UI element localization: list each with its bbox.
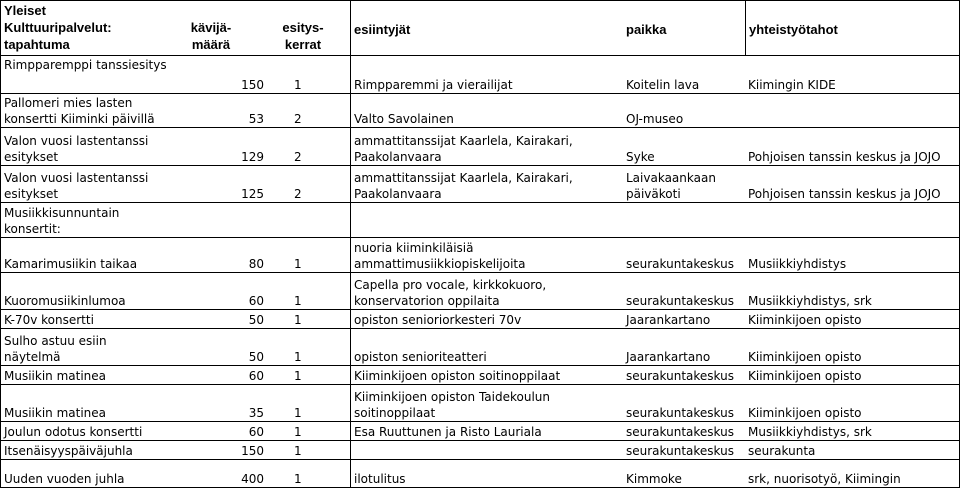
table-row [1,440,959,459]
shows-cell [270,56,350,93]
event-cell-text: konsertti Kiiminki päivillä [4,112,155,126]
place-cell [623,329,745,365]
event-cell-text: Uuden vuoden juhla [4,472,125,486]
event-cell [1,128,200,165]
place-cell [623,385,745,421]
partners-cell [745,238,959,272]
performers-cell-text: soitinoppilaat [354,406,436,420]
place-cell-text: OJ-museo [626,112,684,126]
shows-cell [270,422,350,440]
event-cell [1,203,200,237]
event-cell [1,166,200,202]
table-row [1,237,959,272]
visitors-cell-text: 150 [241,78,264,92]
visitors-cell [200,329,270,365]
partners-cell [745,460,959,487]
event-cell-text: esitykset [4,187,59,201]
table-row [1,202,959,237]
performers-cell [350,273,623,309]
partners-cell [745,422,959,440]
visitors-cell [200,56,270,93]
shows-cell [270,385,350,421]
visitors-cell-text: 150 [241,444,264,458]
partners-cell-text: Kiiminkijoen opisto [748,313,862,327]
header-visitors: kävijä- määrä [190,20,232,52]
place-cell [623,273,745,309]
event-cell [1,385,200,421]
visitors-cell [200,460,270,487]
partners-cell [745,128,959,165]
table-row [1,165,959,202]
shows-cell [270,273,350,309]
partners-cell-text: Kiiminkijoen opisto [748,350,862,364]
performers-cell [350,94,623,127]
performers-cell [350,366,623,384]
visitors-cell [200,441,270,459]
partners-cell [745,94,959,127]
performers-cell-text: Rimpparemmi ja vierailijat [354,78,513,92]
shows-cell-text: 2 [294,112,302,126]
place-cell [623,203,745,237]
performers-cell-text: opiston senioriorkesteri 70v [354,313,522,327]
performers-cell-text: ammattitanssijat Kaarlela, Kairakari, [354,171,573,185]
partners-cell [745,56,959,93]
partners-cell-text: seurakunta [748,444,816,458]
visitors-cell-text: 60 [248,425,264,439]
header-performers: esiintyjät [350,1,623,55]
table-row [1,309,959,328]
shows-cell-text: 1 [294,294,302,308]
shows-cell-text: 1 [294,350,302,364]
table-row [1,127,959,165]
shows-cell [270,238,350,272]
partners-cell [745,366,959,384]
visitors-cell-text: 50 [248,313,264,327]
shows-cell-text: 1 [294,313,302,327]
event-cell-text: Kuoromusiikinlumoa [4,294,126,308]
shows-cell-text: 2 [294,150,302,164]
place-cell-text: seurakuntakeskus [626,369,734,383]
place-cell-text: seurakuntakeskus [626,406,734,420]
event-cell-text: Valon vuosi lastentanssi [4,134,149,148]
place-cell [623,166,745,202]
place-cell [623,441,745,459]
header-title-line1: Yleiset [4,3,46,18]
event-cell [1,441,200,459]
header-title-line3: tapahtuma [4,37,70,52]
event-cell-text: K-70v konsertti [4,313,94,327]
place-cell-text: päiväkoti [626,187,681,201]
shows-cell-text: 1 [294,257,302,271]
place-cell [623,460,745,487]
shows-cell [270,460,350,487]
event-cell-text: Musiikin matinea [4,369,107,383]
shows-cell [270,166,350,202]
table-row [1,55,959,93]
event-cell-text: Rimpparemppi tanssiesitys [4,58,167,72]
table-row [1,272,959,309]
event-cell [1,422,200,440]
event-cell-text: Musiikkisunnuntain [4,206,120,220]
visitors-cell [200,385,270,421]
partners-cell-text: Kiimingin KIDE [748,78,836,92]
header-shows: esitys- kerrat [282,20,324,52]
place-cell-text: seurakuntakeskus [626,257,734,271]
place-cell-text: Jaarankartano [626,313,711,327]
event-cell [1,56,200,93]
event-cell-text: Valon vuosi lastentanssi [4,171,149,185]
visitors-cell-text: 125 [241,187,264,201]
performers-cell [350,329,623,365]
visitors-cell-text: 400 [241,472,264,486]
shows-cell-text: 2 [294,187,302,201]
performers-cell-text: ilotulitus [354,472,406,486]
partners-cell [745,441,959,459]
performers-cell [350,166,623,202]
place-cell-text: Jaarankartano [626,350,711,364]
table-row [1,421,959,440]
event-cell [1,460,200,487]
partners-cell [745,329,959,365]
shows-cell-text: 1 [294,425,302,439]
shows-cell-text: 1 [294,444,302,458]
place-cell-text: Syke [626,150,655,164]
event-cell [1,329,200,365]
shows-cell-text: 1 [294,406,302,420]
performers-cell-text: Paakolanvaara [354,187,442,201]
shows-cell-text: 1 [294,472,302,486]
performers-cell-text: nuoria kiiminkiläisiä [354,241,474,255]
visitors-cell-text: 60 [248,369,264,383]
place-cell [623,128,745,165]
place-cell [623,56,745,93]
visitors-cell [200,166,270,202]
shows-cell [270,329,350,365]
partners-cell-text: Musiikkiyhdistys, srk [748,425,872,439]
header-title-line2: Kulttuuripalvelut: [4,20,112,35]
table-row [1,328,959,365]
place-cell [623,422,745,440]
place-cell [623,310,745,328]
event-cell-text: konsertit: [4,222,61,236]
event-cell [1,238,200,272]
performers-cell-text: Esa Ruuttunen ja Risto Lauriala [354,425,542,439]
event-cell-text: Sulho astuu esiin [4,334,107,348]
performers-cell-text: Kiiminkijoen opiston Taidekoulun [354,390,550,404]
visitors-cell [200,128,270,165]
visitors-cell-text: 35 [248,406,264,420]
event-cell-text: esitykset [4,150,59,164]
event-cell-text: Musiikin matinea [4,406,107,420]
place-cell-text: Koitelin lava [626,78,700,92]
event-cell [1,310,200,328]
performers-cell [350,128,623,165]
place-cell [623,366,745,384]
performers-cell [350,460,623,487]
visitors-cell-text: 53 [248,112,264,126]
shows-cell [270,441,350,459]
table-row [1,459,959,487]
performers-cell [350,422,623,440]
visitors-cell [200,310,270,328]
performers-cell [350,203,623,237]
place-cell-text: Kimmoke [626,472,682,486]
event-cell-text: Kamarimusiikin taikaa [4,257,138,271]
place-cell [623,238,745,272]
partners-cell-text: Pohjoisen tanssin keskus ja JOJO [748,187,941,201]
partners-cell-text: srk, nuorisotyö, Kiimingin [748,472,901,486]
table-row [1,365,959,384]
performers-cell-text: Capella pro vocale, kirkkokuoro, [354,278,547,292]
place-cell-text: Laivakaankaan [626,171,716,185]
visitors-cell-text: 60 [248,294,264,308]
performers-cell [350,310,623,328]
partners-cell [745,310,959,328]
visitors-cell-text: 129 [241,150,264,164]
table-row [1,93,959,127]
event-cell [1,366,200,384]
shows-cell-text: 1 [294,369,302,383]
table-row [1,384,959,421]
performers-cell-text: ammattimusiikkiopiskelijoita [354,257,526,271]
place-cell-text: seurakuntakeskus [626,294,734,308]
place-cell [623,94,745,127]
event-cell-text: Itsenäisyyspäiväjuhla [4,444,133,458]
event-cell [1,94,200,127]
performers-cell [350,238,623,272]
performers-cell-text: konservatorion oppilaita [354,294,500,308]
partners-cell [745,166,959,202]
partners-cell-text: Pohjoisen tanssin keskus ja JOJO [748,150,941,164]
shows-cell [270,128,350,165]
shows-cell [270,94,350,127]
event-cell-text: Pallomeri mies lasten [4,96,133,110]
header-place: paikka [626,22,667,37]
partners-cell-text: Musiikkiyhdistys, srk [748,294,872,308]
shows-cell [270,310,350,328]
visitors-cell [200,366,270,384]
event-cell-text: näytelmä [4,350,61,364]
performers-cell-text: Kiiminkijoen opiston soitinoppilaat [354,369,561,383]
partners-cell-text: Musiikkiyhdistys [748,257,847,271]
performers-cell [350,385,623,421]
performers-cell [350,441,623,459]
partners-cell-text: Kiiminkijoen opisto [748,369,862,383]
visitors-cell [200,94,270,127]
place-cell-text: seurakuntakeskus [626,425,734,439]
visitors-cell [200,203,270,237]
event-cell [1,273,200,309]
shows-cell [270,366,350,384]
partners-cell [745,385,959,421]
event-cell-text: Joulun odotus konsertti [4,425,143,439]
partners-cell-text: Kiiminkijoen opisto [748,406,862,420]
header-row [1,1,959,55]
visitors-cell [200,273,270,309]
performers-cell-text: Valto Savolainen [354,112,454,126]
visitors-cell [200,238,270,272]
visitors-cell-text: 80 [248,257,264,271]
partners-cell [745,273,959,309]
place-cell-text: seurakuntakeskus [626,444,734,458]
performers-cell-text: ammattitanssijat Kaarlela, Kairakari, [354,134,573,148]
shows-cell-text: 1 [294,78,302,92]
visitors-cell [200,422,270,440]
performers-cell-text: Paakolanvaara [354,150,442,164]
partners-cell [745,203,959,237]
performers-cell [350,56,623,93]
header-partners: yhteistyötahot [745,1,959,55]
visitors-cell-text: 50 [248,350,264,364]
shows-cell [270,203,350,237]
performers-cell-text: opiston seniorit​eatteri [354,350,487,364]
